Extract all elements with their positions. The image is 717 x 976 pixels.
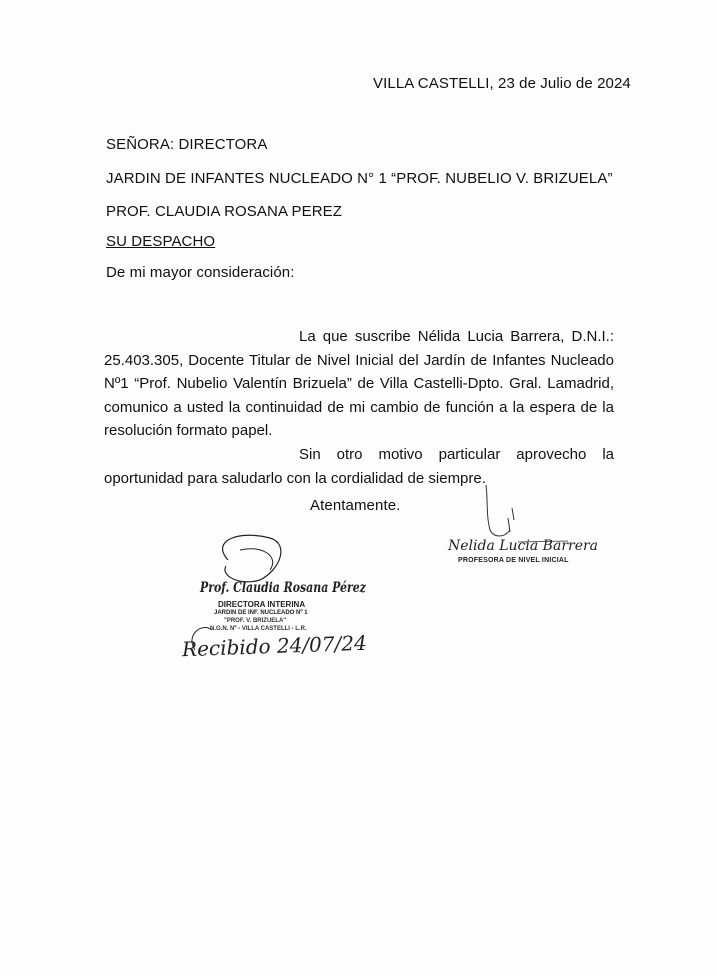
body-paragraph-1: La que suscribe Nélida Lucia Barrera, D.N.I.: 25.403.305, Docente Titular de Nivel Inicial del Jardín de Infantes Nucleado Nº1 “Prof. Nubelio Valentín Brizuela” de Villa Castelli-Dpto. Gral. Lamadrid, comunico a usted la continuidad de mi cambio de función a la espera de la resolución formato papel. [104,328,614,440]
recipient-line-3: PROF. CLAUDIA ROSANA PEREZ [106,203,342,220]
signature-name: Nelida Lucia Barrera [448,538,599,554]
stamp-line-3: "PROF. V. BRIZUELA" [224,618,287,624]
recipient-line-1: SEÑORA: DIRECTORA [106,136,268,153]
date-line: VILLA CASTELLI, 23 de Julio de 2024 [373,75,631,92]
stamp-line-4: N.G.N. Nº - VILLA CASTELLI - L.R. [210,626,307,632]
body-paragraph-2: Sin otro motivo particular aprovecho la oportunidad para saludarlo con la cordialidad de siempre. [104,446,614,487]
greeting: De mi mayor consideración: [106,264,295,281]
stamp-line-1: DIRECTORA INTERINA [218,600,306,609]
stamp-line-2: JARDIN DE INF. NUCLEADO Nº 1 [214,610,308,616]
signature-role: PROFESORA DE NIVEL INICIAL [458,557,569,564]
signature-block [448,510,608,580]
closing: Atentamente. [310,497,401,514]
stamp-name: Prof. Claudia Rosana Pérez [200,580,366,596]
received-note: Recibido 24/07/24 [181,630,368,662]
director-stamp [180,530,368,670]
recipient-line-4: SU DESPACHO [106,233,216,250]
recipient-line-2: JARDIN DE INFANTES NUCLEADO N° 1 “PROF. NUBELIO V. BRIZUELA” [106,170,613,187]
